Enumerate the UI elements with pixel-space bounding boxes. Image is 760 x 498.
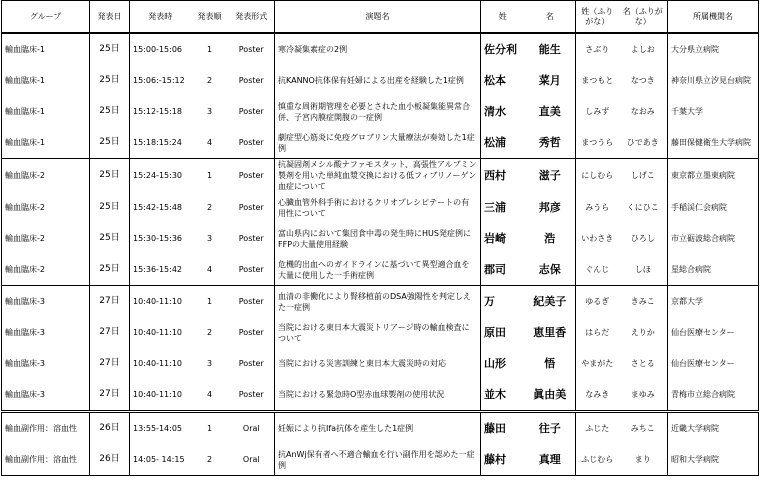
time-cell: 10:40-11:10 bbox=[133, 328, 182, 337]
mei-kana-cell: なおみ bbox=[619, 96, 668, 127]
mei-cell: 菜月 bbox=[525, 65, 576, 96]
header-time: 発表時 bbox=[130, 1, 191, 34]
sei-cell: 清水 bbox=[484, 105, 506, 118]
institution-cell: 仙台医療センター bbox=[668, 317, 759, 348]
header-order: 発表順 bbox=[191, 1, 229, 34]
time-cell: 15:36-15:42 bbox=[133, 265, 182, 274]
table-row bbox=[2, 254, 759, 286]
group-cell: 輸血副作用：溶血性 bbox=[2, 412, 90, 445]
table-body bbox=[2, 33, 759, 476]
institution-cell: 藤田保健衛生大学病院 bbox=[668, 127, 759, 159]
format-cell: Poster bbox=[229, 192, 275, 223]
order-cell: 2 bbox=[191, 444, 229, 476]
group-cell: 輸血臨床-2 bbox=[2, 254, 90, 286]
sei-kana-cell: ふじむら bbox=[576, 444, 619, 476]
sei-kana-cell: いわさき bbox=[581, 234, 614, 243]
sei-kana-cell: ぐんじ bbox=[585, 265, 610, 274]
mei-kana-cell: なつき bbox=[619, 65, 668, 96]
format-cell: Poster bbox=[229, 65, 275, 96]
group-cell: 輸血副作用：溶血性 bbox=[2, 444, 90, 476]
group-cell: 輸血臨床-3 bbox=[2, 348, 90, 379]
time-cell: 15:24-15:30 bbox=[130, 159, 191, 193]
time-cell: 15:06:-15:12 bbox=[133, 76, 185, 85]
mei-kana-cell: えりか bbox=[619, 317, 668, 348]
day-cell: 25日 bbox=[90, 65, 130, 96]
sei-cell: 松本 bbox=[484, 74, 506, 87]
sei-cell: 藤田 bbox=[481, 412, 525, 445]
sei-cell: 並木 bbox=[484, 388, 506, 401]
institution-cell: 星総合病院 bbox=[668, 254, 759, 286]
table-row bbox=[2, 65, 759, 96]
sei-cell: 佐分利 bbox=[481, 33, 525, 65]
mei-kana-cell: まゆみ bbox=[619, 379, 668, 412]
day-cell: 25日 bbox=[90, 159, 130, 193]
institution-cell: 東京都立墨東病院 bbox=[668, 159, 759, 193]
institution-cell: 大分県立病院 bbox=[668, 33, 759, 65]
institution-cell: 千葉大学 bbox=[668, 96, 759, 127]
title-cell: 妊娠により抗Ifa抗体を産生した1症例 bbox=[275, 412, 481, 445]
mei-cell: 紀美子 bbox=[525, 286, 576, 318]
sei-kana-cell: やまがた bbox=[581, 359, 614, 368]
order-cell: 1 bbox=[191, 33, 229, 65]
time-cell: 15:42-15:48 bbox=[133, 203, 182, 212]
time-cell: 15:00-15:06 bbox=[130, 33, 191, 65]
table-row bbox=[2, 192, 759, 223]
mei-kana-cell: しげこ bbox=[619, 159, 668, 193]
title-cell: 当院における緊急時O型赤血球製剤の使用状況 bbox=[275, 379, 481, 412]
day-cell: 27日 bbox=[90, 348, 130, 379]
table-row bbox=[2, 286, 759, 318]
mei-cell: 志保 bbox=[525, 254, 576, 286]
day-cell: 25日 bbox=[90, 254, 130, 286]
time-cell: 10:40-11:10 bbox=[133, 390, 182, 399]
institution-cell: 京都大学 bbox=[668, 286, 759, 318]
day-cell: 27日 bbox=[90, 379, 130, 412]
time-cell: 15:18:15:24 bbox=[133, 138, 182, 147]
table-row bbox=[2, 127, 759, 159]
format-cell: Oral bbox=[229, 412, 275, 445]
mei-kana-cell: まり bbox=[619, 444, 668, 476]
order-cell: 3 bbox=[206, 107, 213, 116]
table-row bbox=[2, 317, 759, 348]
order-cell: 2 bbox=[206, 76, 213, 85]
day-cell: 26日 bbox=[90, 412, 130, 445]
sei-cell: 西村 bbox=[481, 159, 525, 193]
institution-cell: 仙台医療センター bbox=[668, 348, 759, 379]
order-cell: 1 bbox=[191, 286, 229, 318]
title-cell: 抗KANNO抗体保有妊婦による出産を経験した1症例 bbox=[275, 65, 481, 96]
sei-cell: 藤村 bbox=[481, 444, 525, 476]
mei-kana-cell: よしお bbox=[619, 33, 668, 65]
order-cell: 3 bbox=[206, 234, 213, 243]
day-cell: 25日 bbox=[90, 127, 130, 159]
day-cell: 25日 bbox=[90, 223, 130, 254]
group-cell: 輸血臨床-1 bbox=[2, 127, 90, 159]
time-cell: 14:05- 14:15 bbox=[130, 444, 191, 476]
format-cell: Poster bbox=[229, 317, 275, 348]
order-cell: 4 bbox=[206, 390, 213, 399]
mei-cell: 往子 bbox=[525, 412, 576, 445]
title-cell: 当院における災害訓練と東日本大震災時の対応 bbox=[275, 348, 481, 379]
table-row bbox=[2, 444, 759, 476]
group-cell: 輸血臨床-3 bbox=[2, 379, 90, 412]
mei-cell: 真理 bbox=[525, 444, 576, 476]
order-cell: 1 bbox=[191, 159, 229, 193]
title-cell: 危機的出血へのガイドラインに基づいて異型適合血を大量に使用した一手術症例 bbox=[275, 254, 481, 286]
table-row bbox=[2, 412, 759, 445]
sei-kana-cell: まつもと bbox=[581, 76, 614, 85]
header-sei: 姓 bbox=[481, 1, 525, 34]
mei-cell: 悟 bbox=[525, 348, 576, 379]
title-cell: 心臓血管外科手術におけるクリオプレシピテートの有用性について bbox=[275, 192, 481, 223]
format-cell: Poster bbox=[229, 127, 275, 159]
day-cell: 25日 bbox=[90, 192, 130, 223]
mei-cell: 浩 bbox=[525, 223, 576, 254]
sei-kana-cell: はらだ bbox=[585, 328, 610, 337]
header-mei-kana: 名（ふりがな） bbox=[619, 1, 668, 34]
format-cell: Poster bbox=[229, 159, 275, 193]
header-sei-kana: 姓（ふりがな） bbox=[576, 1, 619, 34]
mei-cell: 能生 bbox=[525, 33, 576, 65]
sei-cell: 万 bbox=[481, 286, 525, 318]
order-cell: 2 bbox=[206, 328, 213, 337]
sei-cell: 原田 bbox=[484, 326, 506, 339]
mei-kana-cell: きみこ bbox=[619, 286, 668, 318]
mei-kana-cell: みちこ bbox=[619, 412, 668, 445]
sei-cell: 三浦 bbox=[484, 201, 506, 214]
table-row bbox=[2, 33, 759, 65]
time-cell: 15:12-15:18 bbox=[133, 107, 182, 116]
time-cell: 15:30-15:36 bbox=[133, 234, 182, 243]
day-cell: 27日 bbox=[90, 286, 130, 318]
time-cell: 10:40-11:10 bbox=[130, 286, 191, 318]
sei-kana-cell: なみき bbox=[585, 390, 610, 399]
mei-kana-cell: さとる bbox=[619, 348, 668, 379]
group-cell: 輸血臨床-3 bbox=[2, 286, 90, 318]
order-cell: 4 bbox=[206, 265, 213, 274]
group-cell: 輸血臨床-2 bbox=[2, 192, 90, 223]
mei-cell: 秀哲 bbox=[525, 127, 576, 159]
mei-kana-cell: しほ bbox=[619, 254, 668, 286]
mei-cell: 直美 bbox=[525, 96, 576, 127]
mei-cell: 邦彦 bbox=[525, 192, 576, 223]
mei-cell: 滋子 bbox=[525, 159, 576, 193]
day-cell: 25日 bbox=[90, 96, 130, 127]
group-cell: 輸血臨床-1 bbox=[2, 33, 90, 65]
presentation-table bbox=[1, 0, 759, 476]
format-cell: Poster bbox=[229, 379, 275, 412]
time-cell: 13:55-14:05 bbox=[130, 412, 191, 445]
format-cell: Poster bbox=[229, 223, 275, 254]
order-cell: 4 bbox=[206, 138, 213, 147]
sei-kana-cell: にしむら bbox=[576, 159, 619, 193]
table-row bbox=[2, 348, 759, 379]
title-cell: 当院における東日本大震災トリアージ時の輸血検査について bbox=[275, 317, 481, 348]
title-cell: 劇症型心筋炎に免疫グロブリン大量療法が奏効した1症例 bbox=[275, 127, 481, 159]
group-cell: 輸血臨床-3 bbox=[2, 317, 90, 348]
time-cell: 10:40-11:10 bbox=[133, 359, 182, 368]
group-cell: 輸血臨床-1 bbox=[2, 96, 90, 127]
title-cell: 富山県内において集団食中毒の発生時にHUS発症例にFFPの大量使用経験 bbox=[275, 223, 481, 254]
title-cell: 血清の非働化により腎移植前のDSA強陽性を判定しえた一症例 bbox=[275, 286, 481, 318]
order-cell: 2 bbox=[206, 203, 213, 212]
header-institution: 所属機関名 bbox=[668, 1, 759, 34]
sei-kana-cell: ふじた bbox=[576, 412, 619, 445]
sei-cell: 松浦 bbox=[484, 136, 506, 149]
group-cell: 輸血臨床-2 bbox=[2, 223, 90, 254]
title-cell: 慎重な周術期管理を必要とされた血小板凝集能異常合併、子宮内膜症開腹の一症例 bbox=[275, 96, 481, 127]
header-mei: 名 bbox=[525, 1, 576, 34]
table-row bbox=[2, 379, 759, 412]
sei-kana-cell: みうら bbox=[585, 203, 610, 212]
order-cell: 3 bbox=[206, 359, 213, 368]
table-row bbox=[2, 96, 759, 127]
order-cell: 1 bbox=[191, 412, 229, 445]
title-cell: 抗凝固剤メシル酸ナファモスタット、高張性アルブミン製剤を用いた単純血漿交換における低フィブリノーゲン血症について bbox=[275, 159, 481, 193]
institution-cell: 青梅市立総合病院 bbox=[668, 379, 759, 412]
sei-cell: 岩崎 bbox=[484, 232, 506, 245]
format-cell: Poster bbox=[229, 348, 275, 379]
mei-cell: 恵里香 bbox=[525, 317, 576, 348]
header-day: 発表日 bbox=[90, 1, 130, 34]
mei-kana-cell: くにひこ bbox=[619, 192, 668, 223]
institution-cell: 手稲渓仁会病院 bbox=[668, 192, 759, 223]
day-cell: 27日 bbox=[90, 317, 130, 348]
title-cell: 寒冷凝集素症の2例 bbox=[275, 33, 481, 65]
sei-kana-cell: しみず bbox=[585, 107, 610, 116]
header-group: グループ bbox=[2, 1, 90, 34]
sei-cell: 郡司 bbox=[484, 263, 506, 276]
table-row bbox=[2, 223, 759, 254]
table-row bbox=[2, 159, 759, 193]
header-format: 発表形式 bbox=[229, 1, 275, 34]
institution-cell: 近畿大学病院 bbox=[668, 412, 759, 445]
format-cell: Poster bbox=[229, 33, 275, 65]
sei-kana-cell: まつうら bbox=[581, 138, 614, 147]
mei-kana-cell: ひろし bbox=[619, 223, 668, 254]
mei-cell: 眞由美 bbox=[525, 379, 576, 412]
format-cell: Oral bbox=[229, 444, 275, 476]
day-cell: 25日 bbox=[90, 33, 130, 65]
header-row bbox=[2, 1, 759, 34]
group-cell: 輸血臨床-1 bbox=[2, 65, 90, 96]
group-cell: 輸血臨床-2 bbox=[2, 159, 90, 193]
institution-cell: 市立砺波総合病院 bbox=[668, 223, 759, 254]
title-cell: 抗AnWj保有者へ不適合輸血を行い副作用を認めた一症例 bbox=[275, 444, 481, 476]
institution-cell: 神奈川県立汐見台病院 bbox=[668, 65, 759, 96]
mei-kana-cell: ひであき bbox=[619, 127, 668, 159]
format-cell: Poster bbox=[229, 254, 275, 286]
sei-kana-cell: ゆるぎ bbox=[576, 286, 619, 318]
header-title: 演題名 bbox=[275, 1, 481, 34]
format-cell: Poster bbox=[229, 286, 275, 318]
institution-cell: 昭和大学病院 bbox=[668, 444, 759, 476]
sei-kana-cell: さぶり bbox=[576, 33, 619, 65]
day-cell: 26日 bbox=[90, 444, 130, 476]
sei-cell: 山形 bbox=[484, 357, 506, 370]
format-cell: Poster bbox=[229, 96, 275, 127]
